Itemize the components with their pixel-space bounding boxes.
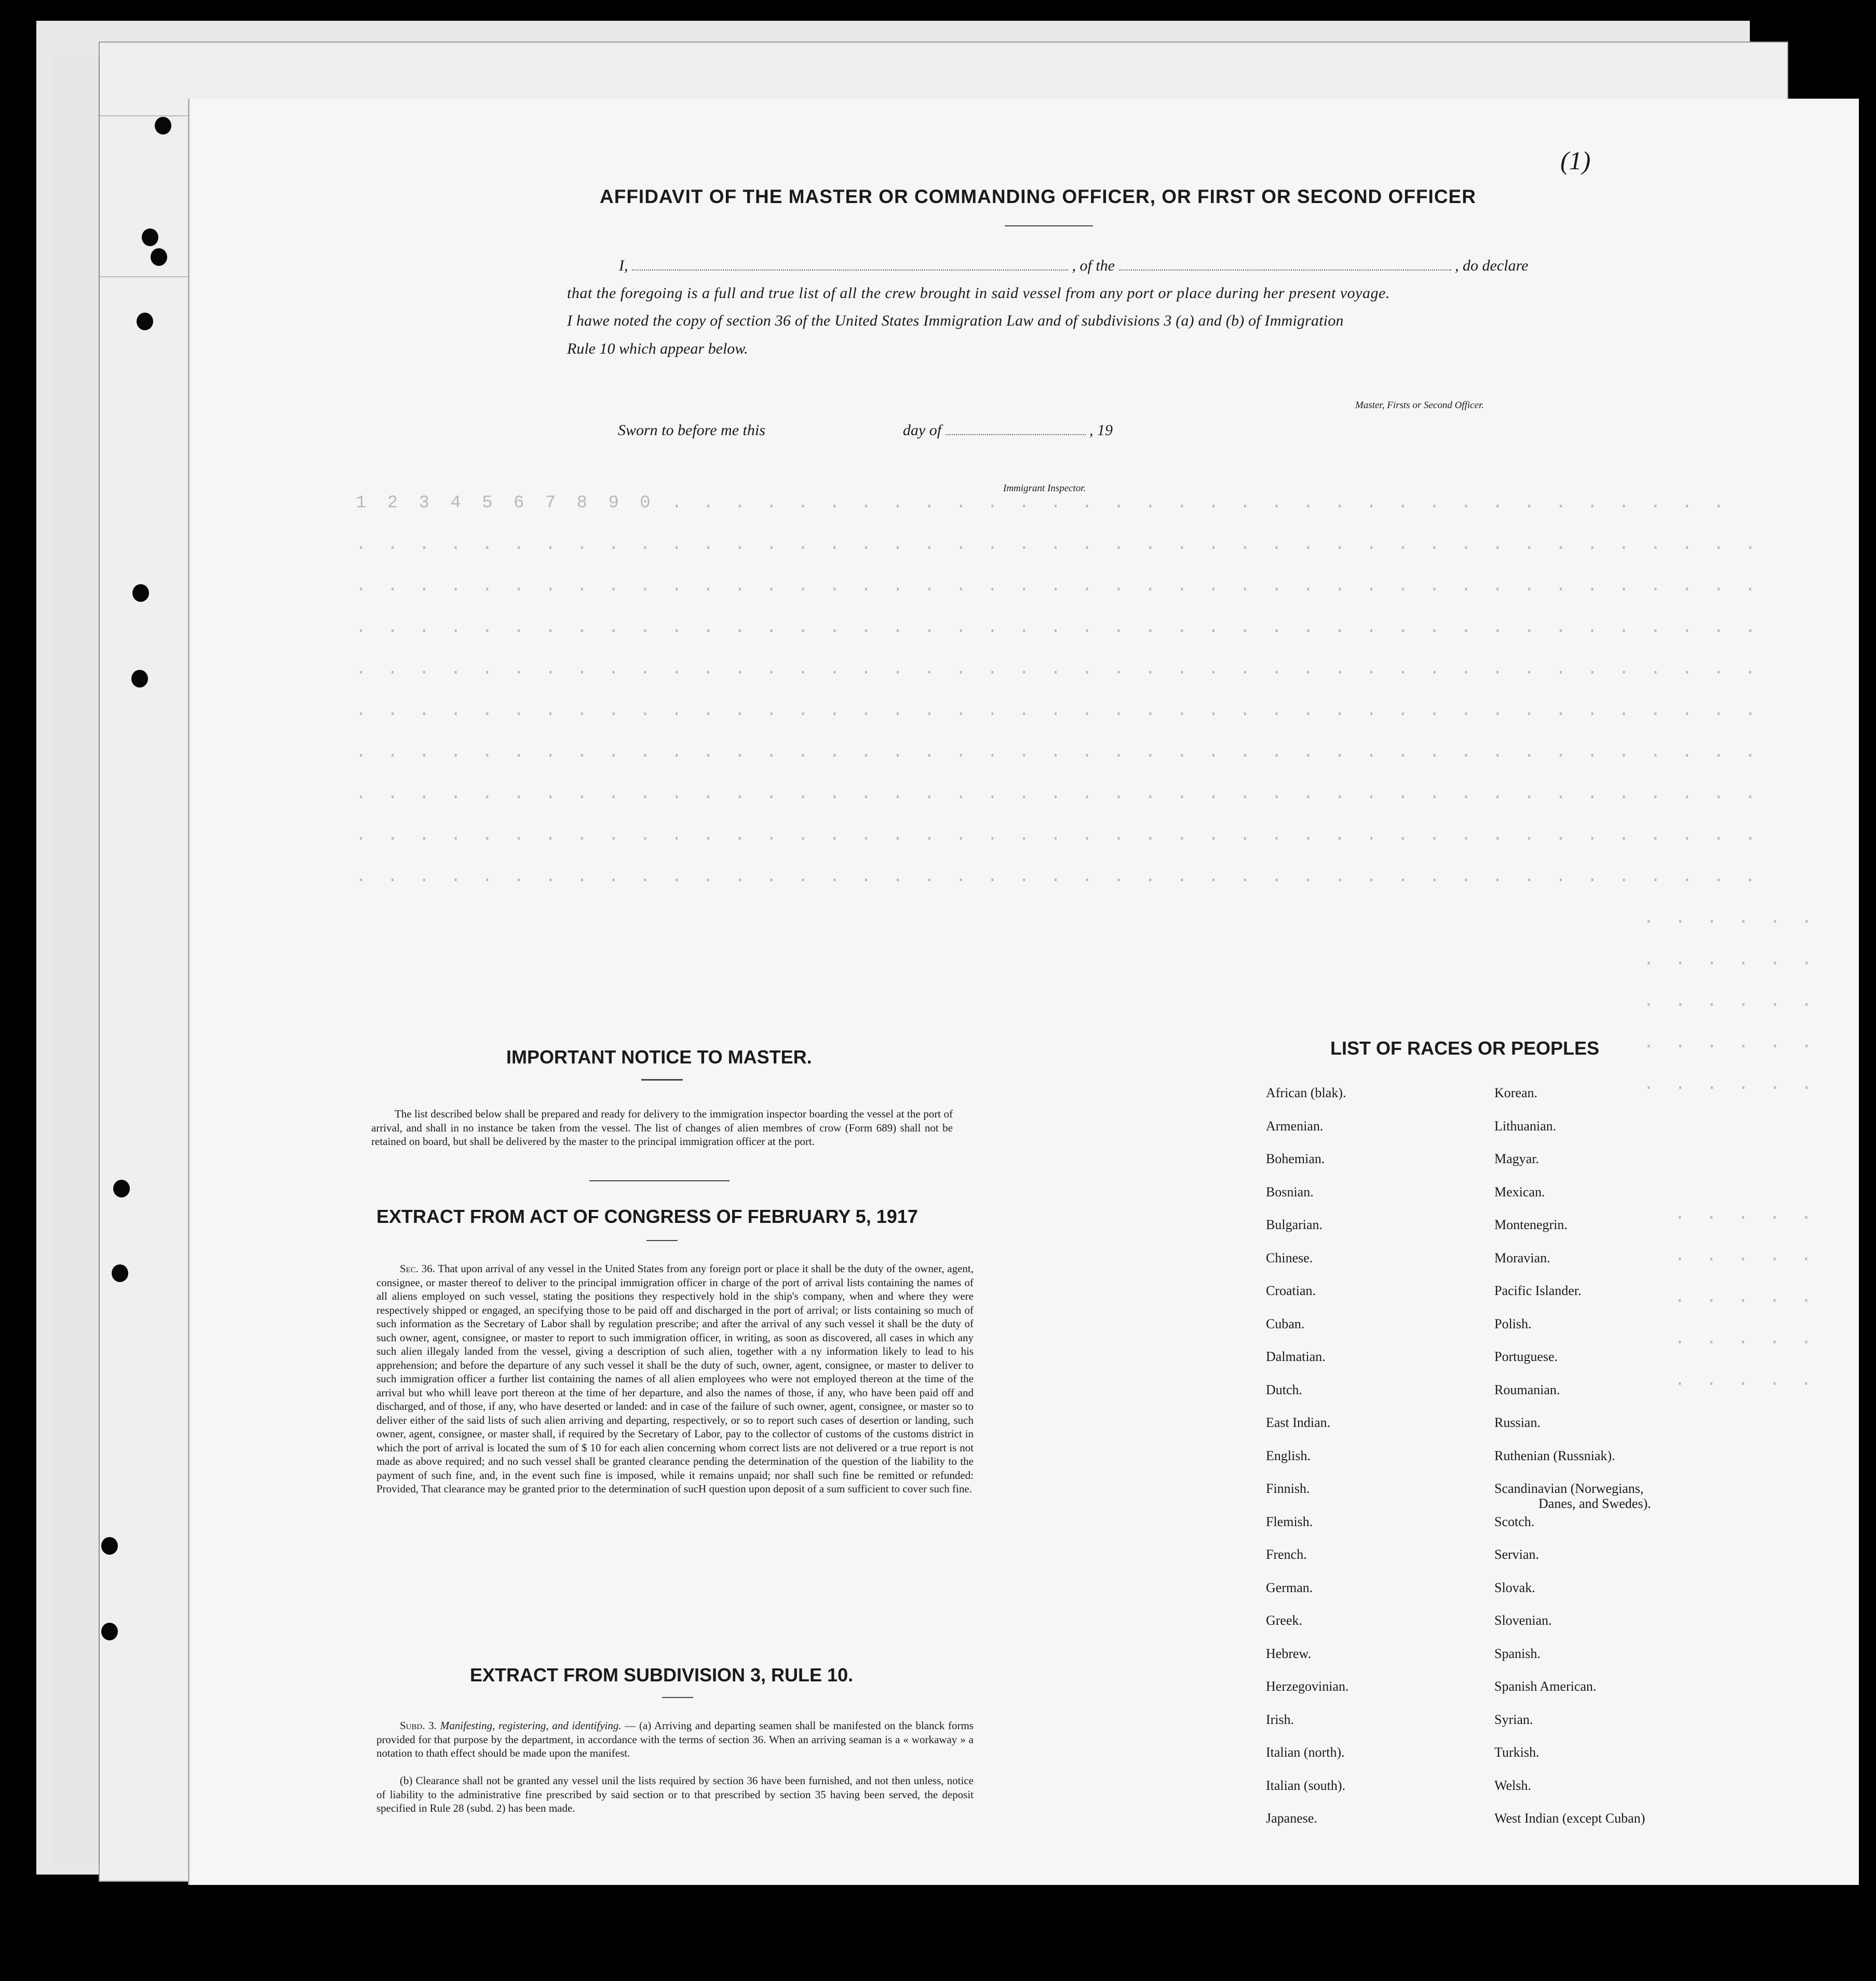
bleed-through: . . . . . . . . . . . . . . . . . . . . . . . . . . . . . . . . . . . . . . . . . . . . . — [356, 743, 1761, 762]
sec-label: Sec. 36. — [400, 1262, 435, 1275]
subd-heading: Manifesting, registering, and identifying. — [440, 1719, 622, 1732]
section-rule — [589, 1180, 730, 1181]
sworn-month-field[interactable] — [946, 421, 1086, 435]
sec-text: That upon arrival of any vessel in the United States from any foreign port or place it shall be the duty of the owner, agent, consignee, or master thereof to deliver to the principal immigration officer in charge of the port of arrival lists containing the names of all aliens employed on such vessel, stating the positions they respectively hold in the ship's company, when and where they were respectively shipped or engaged, an specifying those to be paid off and discharged in the port of arrival; or lists containing so much of such information as the Secretary of Labor shall by regulation prescribe; and after the arrival of any such vessel it shall be the duty of such owner, agent, consignee, or master to report to such immigration officer, in writing, as soon as discovered, all cases in which any such alien illegaly landed from the vessel, giving a description of such alien, together with a ny information likely to lead to his apprehension; and before the departure of any such vessel it shall be the duty of such, owner, agent, consignee, or master to deliver to such immigration officer a further list containing the names of all alien employees who were not employed thereon at the time of the arrival but who whill leave port thereon at the time of her departure, and also the names of those, if any, who have been paid off and discharged, and of those, if any, who have deserted or landed: and in case of the failure of such owner, agent, consignee, or master so to deliver either of the said lists of such alien arriving and departing, respectively, or so to report such cases of desertion or landing, such owner, agent, consignee, or master shall, if required by the Secretary of Labor, pay to the collector of customs of the customs district in which the port of arrival is located the sum of $ 10 for each alien concerning whom correct lists are not delivered or a true report is not made as above required; and no such vessel shall be granted clearance pending the determination of the question of the liability to the payment of such fine, and, in the event such fine is imposed, while it remains unpaid; nor shall such fine be remitted or refunded: Provided, That clearance may be granted prior to the determination of sucH question upon deposit of a sum sufficient to cover such fine. — [376, 1262, 974, 1495]
bleed-through: . . . . . . . . . . . . . . . . . . . . . . . . . . . . . . . . . . . . . . . . . . . . . — [356, 701, 1761, 721]
race-item: Mexican. — [1494, 1184, 1545, 1200]
bleed-through: . . . . . . . . . . . . . . . . . . . . . . . . . . . . . . . . . . . . . . . . . . . . . — [356, 826, 1761, 845]
race-item: Slovenian. — [1494, 1613, 1552, 1628]
sworn-prefix: Sworn to before me this — [618, 422, 765, 439]
race-item: Spanish. — [1494, 1646, 1541, 1661]
vessel-field[interactable] — [1119, 256, 1451, 271]
race-item: Bosnian. — [1266, 1184, 1314, 1200]
race-item: Scandinavian (Norwegians, — [1494, 1481, 1644, 1496]
race-item: Turkish. — [1494, 1745, 1540, 1760]
bleed-through: . . . . . . — [1643, 1033, 1817, 1053]
race-item: Italian (north). — [1266, 1745, 1345, 1760]
race-item: Russian. — [1494, 1415, 1541, 1430]
bleed-through: . . . . . . . . . . . . . . . . . . . . . . . . . . . . . . . . . . . . . . . . . . . . . — [356, 659, 1761, 679]
title-rule — [662, 1697, 693, 1698]
corner-mark: (1) — [1560, 146, 1591, 175]
race-item: Slovak. — [1494, 1580, 1535, 1595]
affidavit-page — [190, 99, 1859, 1885]
name-field[interactable] — [632, 256, 1068, 271]
bleed-through: . . . . . . — [1643, 950, 1817, 970]
bleed-through: . . . . . . . . . . . . . . . . . . . . . . . . . . . . . . . . . . . . . . . . . . . . . — [356, 535, 1761, 555]
race-item: English. — [1266, 1448, 1311, 1463]
race-item: Croatian. — [1266, 1283, 1316, 1298]
race-item: Portuguese. — [1494, 1349, 1558, 1364]
race-item: Irish. — [1266, 1712, 1294, 1727]
affidavit-declare: , do declare — [1455, 257, 1529, 274]
race-item: Greek. — [1266, 1613, 1303, 1628]
punch-hole — [101, 1623, 118, 1640]
bleed-through: . . . . . . — [1643, 992, 1817, 1012]
sworn-year: , 19 — [1089, 422, 1113, 439]
binding-edge — [52, 57, 100, 1864]
bleed-through: . . . . . — [1675, 1205, 1817, 1224]
affidavit-i: I, — [619, 257, 628, 274]
bleed-through: . . . . . . . . . . . . . . . . . . . . . . . . . . . . . . . . . . . . . . . . . . . . . — [356, 576, 1761, 596]
affidavit-line-3: I hawe noted the copy of section 36 of the United States Immigration Law and of subdivisions 3 (a) and (b) of Immigration — [567, 312, 1344, 329]
sworn-day: day of — [902, 422, 942, 439]
race-item: Moravian. — [1494, 1250, 1550, 1265]
race-item: Ruthenian (Russniak). — [1494, 1448, 1615, 1463]
affidavit-title: AFFIDAVIT OF THE MASTER OR COMMANDING OFFICER, OR FIRST OR SECOND OFFICER — [600, 186, 1476, 207]
race-item: Finnish. — [1266, 1481, 1310, 1496]
notice-body: The list described below shall be prepared and ready for delivery to the immigration inspector boarding the vessel at the port of arrival, and shall in no instance be taken from the vessel. The list of changes of alien membres of crow (Form 689) shall not be retained on board, but shall be delivered by the master to the principal immigration officer at the port. — [371, 1108, 953, 1148]
bleed-through: . . . . . . — [1643, 909, 1817, 928]
sworn-line — [618, 421, 1113, 439]
race-item: Servian. — [1494, 1547, 1539, 1562]
race-item: Pacific Islander. — [1494, 1283, 1582, 1298]
race-item: Spanish American. — [1494, 1679, 1597, 1694]
subd-label: Subd. 3. — [400, 1719, 437, 1732]
affidavit-line-1 — [619, 256, 1528, 275]
race-item: Roumanian. — [1494, 1382, 1560, 1397]
race-item: Dalmatian. — [1266, 1349, 1326, 1364]
bleed-through: . . . . . — [1675, 1246, 1817, 1266]
race-item: Dutch. — [1266, 1382, 1303, 1397]
bleed-through: . . . . . . . . . . . . . . . . . . . . . . . . . . . . . . . . . . . . . . . . . . . . . — [356, 618, 1761, 638]
race-item: Lithuanian. — [1494, 1118, 1557, 1134]
punch-hole — [101, 1537, 118, 1555]
race-item: Herzegovinian. — [1266, 1679, 1349, 1694]
race-item: Chinese. — [1266, 1250, 1313, 1265]
subd-para-a: — (a) Arriving and departing seamen shall be manifested on the blanck forms provided for that purpose by the department, in accordance with the terms of section 36. When an arriving seaman is a « workaway » a notation to thath effect should be made upon the manifest. — [376, 1719, 974, 1759]
race-item: East Indian. — [1266, 1415, 1331, 1430]
extract-act-title: EXTRACT FROM ACT OF CONGRESS OF FEBRUARY 5, 1917 — [376, 1206, 918, 1227]
race-item: Welsh. — [1494, 1777, 1531, 1793]
race-item: Italian (south). — [1266, 1777, 1346, 1793]
punch-hole — [131, 670, 148, 688]
punch-hole — [151, 248, 167, 266]
races-title: LIST OF RACES OR PEOPLES — [1330, 1037, 1600, 1059]
race-item: Armenian. — [1266, 1118, 1324, 1134]
bleed-through: . . . . . — [1675, 1329, 1817, 1349]
race-item: Korean. — [1494, 1085, 1538, 1100]
bleed-through: 1 2 3 4 5 6 7 8 9 0 . . . . . . . . . . . . . . . . . . . . . . . . . . . . . . . . . . — [356, 493, 1730, 513]
signature-caption: Master, Firsts or Second Officer. — [1355, 400, 1484, 411]
punch-hole — [113, 1180, 130, 1197]
punch-hole — [112, 1264, 128, 1282]
race-item-continued: Danes, and Swedes). — [1538, 1496, 1651, 1511]
extract-act-body — [376, 1262, 974, 1496]
bleed-through: . . . . . . . . . . . . . . . . . . . . . . . . . . . . . . . . . . . . . . . . . . . . . — [356, 784, 1761, 804]
race-item: Polish. — [1494, 1316, 1532, 1331]
extract-rule-title: EXTRACT FROM SUBDIVISION 3, RULE 10. — [470, 1664, 854, 1686]
race-item: German. — [1266, 1580, 1313, 1595]
title-rule — [646, 1240, 678, 1241]
race-item: Bohemian. — [1266, 1151, 1325, 1166]
bleed-through: . . . . . — [1675, 1288, 1817, 1308]
notice-title: IMPORTANT NOTICE TO MASTER. — [506, 1046, 812, 1068]
bleed-through: . . . . . . — [1643, 1075, 1817, 1095]
inspector-caption: Immigrant Inspector. — [1003, 483, 1086, 494]
title-rule — [641, 1079, 683, 1081]
race-item: Flemish. — [1266, 1514, 1313, 1529]
race-item: Bulgarian. — [1266, 1217, 1323, 1232]
affidavit-line-2: that the foregoing is a full and true list of all the crew brought in said vessel from any port or place during her present voyage. — [567, 285, 1390, 302]
race-item: Cuban. — [1266, 1316, 1305, 1331]
affidavit-line-4: Rule 10 which appear below. — [567, 340, 748, 357]
punch-hole — [155, 117, 171, 134]
race-item: Japanese. — [1266, 1811, 1317, 1826]
race-item: Syrian. — [1494, 1712, 1533, 1727]
race-item: African (blak). — [1266, 1085, 1346, 1100]
extract-rule-para-a — [376, 1719, 974, 1760]
sworn-day-field[interactable] — [769, 422, 899, 435]
race-item: Magyar. — [1494, 1151, 1539, 1166]
extract-rule-para-b: (b) Clearance shall not be granted any vessel unil the lists required by section 36 have been furnished, and not then unless, notice of liability to the administrative fine prescribed by said section or to that prescribed by section 35 having been served, the deposit specified in Rule 28 (subd. 2) has been made. — [376, 1774, 974, 1814]
punch-hole — [137, 313, 153, 330]
race-item: Hebrew. — [1266, 1646, 1312, 1661]
affidavit-of-the: , of the — [1072, 257, 1115, 274]
race-item: Montenegrin. — [1494, 1217, 1568, 1232]
punch-hole — [132, 584, 149, 602]
bleed-through: . . . . . . . . . . . . . . . . . . . . . . . . . . . . . . . . . . . . . . . . . . . . . — [356, 867, 1761, 887]
race-item: French. — [1266, 1547, 1307, 1562]
bleed-through: . . . . . — [1675, 1371, 1817, 1391]
title-rule — [1005, 225, 1093, 226]
race-item: Scotch. — [1494, 1514, 1535, 1529]
race-item: West Indian (except Cuban) — [1494, 1811, 1645, 1826]
punch-hole — [142, 228, 158, 246]
